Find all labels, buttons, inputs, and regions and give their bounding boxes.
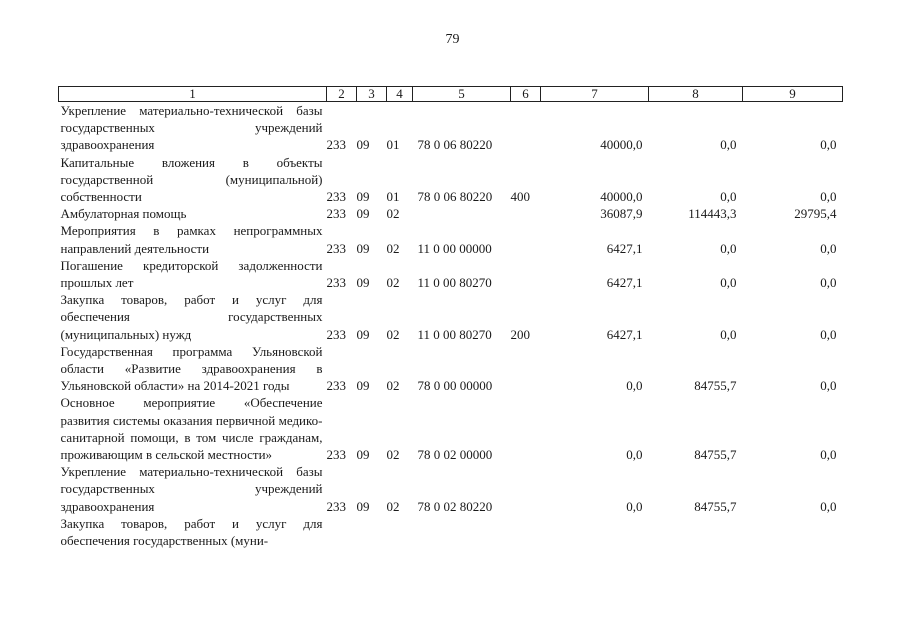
column-header: 7 <box>541 87 649 102</box>
row-section-code: 09 <box>356 240 370 256</box>
row-ministry-code: 233 <box>326 447 346 463</box>
row-amount-col7: 0,0 <box>626 378 643 394</box>
row-name: Основное мероприятие «Обеспечение развития системы оказания первичной медико-санитарной помощи, в том числе гражданам, проживающим в сельской местности» <box>60 395 323 463</box>
row-target-article: 78 0 02 00000 <box>417 447 493 463</box>
column-header: 6 <box>511 87 541 102</box>
page-number: 79 <box>445 32 460 47</box>
row-ministry-code: 233 <box>326 206 346 222</box>
column-header: 5 <box>413 87 511 102</box>
row-ministry-code: 233 <box>326 275 346 291</box>
row-amount-col9: 0,0 <box>820 447 837 463</box>
row-subsection-code: 01 <box>386 137 400 153</box>
table-row <box>59 154 843 206</box>
row-amount-col8 <box>649 515 743 549</box>
column-header: 4 <box>387 87 413 102</box>
row-target-article: 11 0 00 80270 <box>417 326 492 342</box>
row-amount-col7: 6427,1 <box>606 240 643 256</box>
table-row <box>59 394 843 463</box>
row-name: Укрепление материально-технической базы государственных учреждений здравоохранения <box>60 103 323 153</box>
row-subsection-code: 02 <box>386 275 400 291</box>
row-amount-col7: 6427,1 <box>606 326 643 342</box>
table-row <box>59 222 843 256</box>
row-expense-type <box>511 257 541 291</box>
row-ministry-code: 233 <box>326 498 346 514</box>
column-header: 3 <box>357 87 387 102</box>
row-name: Амбулаторная помощь <box>60 206 187 222</box>
row-expense-type <box>511 463 541 515</box>
row-amount-col7: 40000,0 <box>600 137 643 153</box>
row-amount-col7: 40000,0 <box>600 189 643 205</box>
row-amount-col9 <box>743 515 843 549</box>
row-amount-col7: 6427,1 <box>606 275 643 291</box>
row-amount-col9: 0,0 <box>820 137 837 153</box>
table-row <box>59 515 843 549</box>
row-name: Государственная программа Ульяновской области «Развитие здравоохранения в Ульяновской области» на 2014-2021 годы <box>60 343 323 394</box>
row-expense-type <box>511 222 541 256</box>
budget-table <box>58 86 843 549</box>
row-amount-col7: 0,0 <box>626 498 643 514</box>
row-ministry-code: 233 <box>326 189 346 205</box>
table-row <box>59 205 843 222</box>
row-section-code <box>357 515 387 549</box>
table-row <box>59 102 843 154</box>
row-ministry-code: 233 <box>326 137 346 153</box>
row-expense-type <box>511 515 541 549</box>
row-subsection-code <box>387 515 413 549</box>
column-header: 9 <box>743 87 843 102</box>
row-expense-type: 200 <box>510 326 530 342</box>
table-header <box>59 87 843 102</box>
row-amount-col7: 0,0 <box>626 447 643 463</box>
row-target-article: 11 0 00 00000 <box>417 240 492 256</box>
row-section-code: 09 <box>356 137 370 153</box>
row-target-article: 78 0 06 80220 <box>417 189 493 205</box>
row-target-article: 78 0 02 80220 <box>417 498 493 514</box>
row-section-code: 09 <box>356 189 370 205</box>
row-amount-col8: 84755,7 <box>694 447 737 463</box>
row-expense-type <box>511 102 541 154</box>
table-body <box>59 102 843 550</box>
row-target-article <box>413 515 511 549</box>
row-amount-col9: 0,0 <box>820 498 837 514</box>
row-expense-type <box>511 205 541 222</box>
row-amount-col9: 0,0 <box>820 240 837 256</box>
row-amount-col9: 0,0 <box>820 189 837 205</box>
row-target-article: 78 0 00 00000 <box>417 378 493 394</box>
row-name: Закупка товаров, работ и услуг для обеспечения государственных (муниципальных) нужд <box>60 292 323 342</box>
row-ministry-code: 233 <box>326 240 346 256</box>
column-header: 8 <box>649 87 743 102</box>
row-subsection-code: 02 <box>386 378 400 394</box>
row-name: Укрепление материально-технической базы государственных учреждений здравоохранения <box>60 464 323 514</box>
row-amount-col9: 29795,4 <box>794 206 837 222</box>
row-target-article: 11 0 00 80270 <box>417 275 492 291</box>
row-amount-col8: 84755,7 <box>694 378 737 394</box>
row-section-code: 09 <box>356 378 370 394</box>
table-row <box>59 257 843 291</box>
row-name: Капитальные вложения в объекты государственной (муниципальной) собственности <box>60 154 323 205</box>
row-name: Погашение кредиторской задолженности прошлых лет <box>60 257 323 291</box>
row-amount-col7: 36087,9 <box>600 206 643 222</box>
row-ministry-code: 233 <box>326 326 346 342</box>
row-ministry-code: 233 <box>326 378 346 394</box>
row-section-code: 09 <box>356 275 370 291</box>
budget-table-container <box>58 86 842 549</box>
table-row <box>59 291 843 343</box>
row-section-code: 09 <box>356 326 370 342</box>
row-target-article: 78 0 06 80220 <box>417 137 493 153</box>
row-amount-col8: 0,0 <box>720 240 737 256</box>
column-header: 2 <box>327 87 357 102</box>
row-amount-col9: 0,0 <box>820 326 837 342</box>
row-expense-type <box>511 394 541 463</box>
row-amount-col8: 0,0 <box>720 326 737 342</box>
row-amount-col8: 114443,3 <box>688 206 737 222</box>
row-amount-col8: 84755,7 <box>694 498 737 514</box>
row-amount-col9: 0,0 <box>820 275 837 291</box>
column-header: 1 <box>59 87 327 102</box>
row-name: Закупка товаров, работ и услуг для обеспечения государственных (муни- <box>60 515 323 549</box>
row-subsection-code: 02 <box>386 498 400 514</box>
row-subsection-code: 02 <box>386 206 400 222</box>
row-target-article <box>413 205 511 222</box>
row-subsection-code: 01 <box>386 189 400 205</box>
header-row <box>59 87 843 102</box>
row-expense-type: 400 <box>510 189 530 205</box>
row-section-code: 09 <box>356 206 370 222</box>
row-section-code: 09 <box>356 498 370 514</box>
row-subsection-code: 02 <box>386 240 400 256</box>
row-section-code: 09 <box>356 447 370 463</box>
row-amount-col8: 0,0 <box>720 275 737 291</box>
row-amount-col9: 0,0 <box>820 378 837 394</box>
row-expense-type <box>511 343 541 395</box>
table-row <box>59 343 843 395</box>
row-name: Мероприятия в рамках непрограммных направлений деятельности <box>60 223 323 256</box>
row-ministry-code <box>327 515 357 549</box>
row-subsection-code: 02 <box>386 326 400 342</box>
row-amount-col8: 0,0 <box>720 189 737 205</box>
row-amount-col7 <box>541 515 649 549</box>
row-amount-col8: 0,0 <box>720 137 737 153</box>
row-subsection-code: 02 <box>386 447 400 463</box>
table-row <box>59 463 843 515</box>
